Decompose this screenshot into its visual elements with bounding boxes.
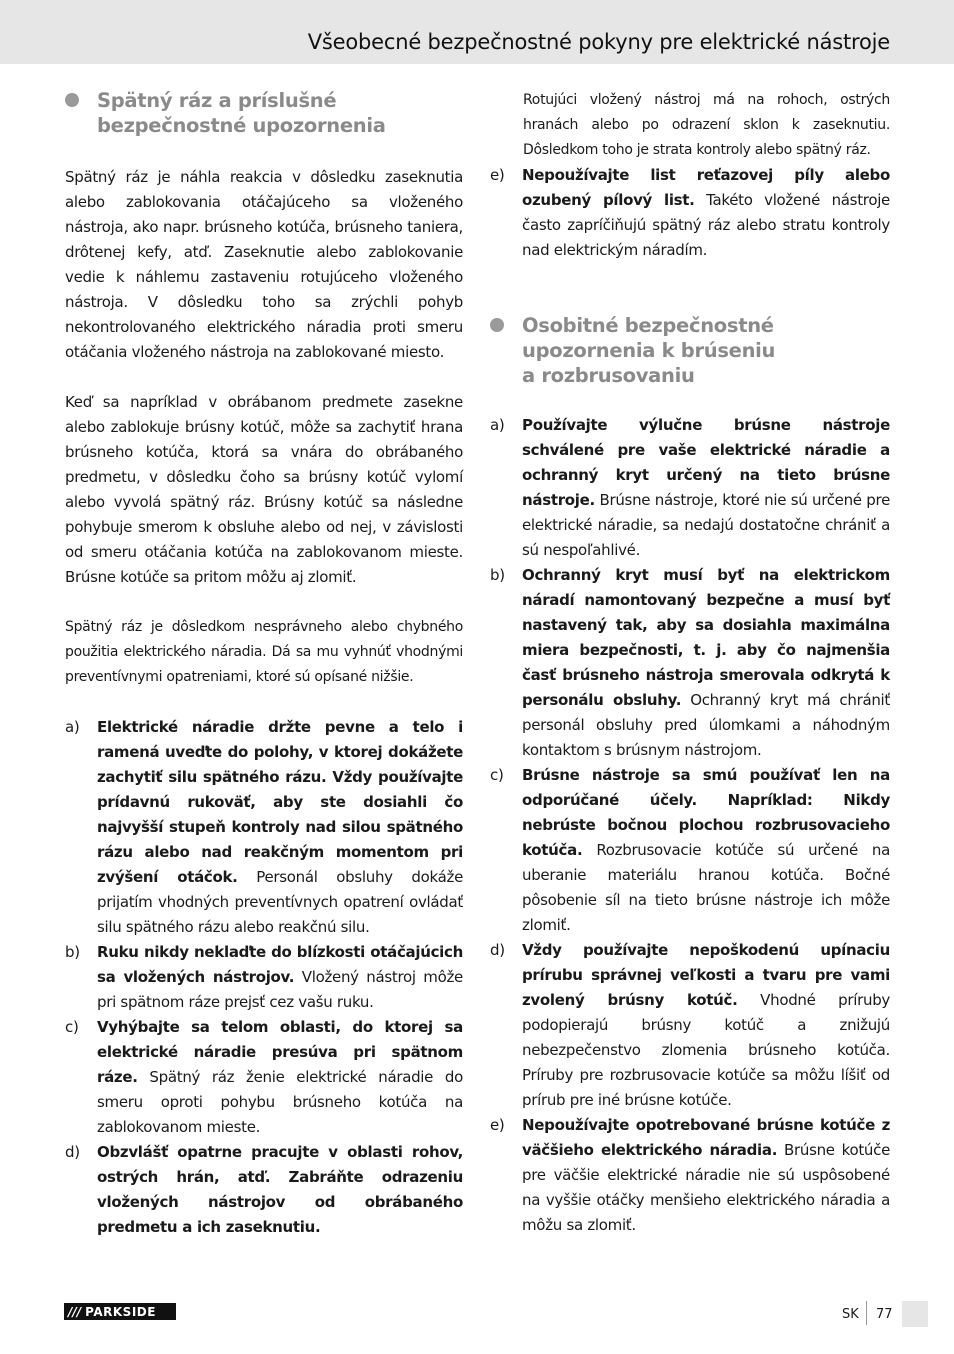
list-item — [65, 940, 463, 1015]
bullet-icon — [65, 93, 79, 107]
list-item — [490, 1113, 890, 1238]
item-letter: e) — [490, 1116, 505, 1134]
item-bold-text: Nepoužívajte list reťazovej píly alebo ozubený pílový list. — [522, 166, 890, 209]
item-text: Vložený nástroj môže pri spätnom ráze prejsť cez vašu ruku. — [97, 968, 463, 1011]
item-bold-text: Elektrické náradie držte pevne a telo i ramená uveďte do polohy, v ktorej dokážete zachytiť silu spätného rázu. Vždy používajte prídavnú rukoväť, aby ste dosiahli čo najvyšší stupeň kontroly nad silou spätného rázu alebo nad reakčným momentom pri zvýšení otáčok. — [97, 718, 463, 886]
item-letter: b) — [490, 566, 505, 584]
paragraph: Spätný ráz je dôsledkom nesprávneho alebo chybného použitia elektrického náradia. Dá sa mu vyhnúť vhodnými preventívnymi opatreniami, ktoré sú opísané nižšie. — [65, 619, 463, 685]
item-bold-text: Vždy používajte nepoškodenú upínaciu prírubu správnej veľkosti a tvaru pre vami zvolený brúsny kotúč. — [522, 941, 890, 1009]
paragraph: Spätný ráz je náhla reakcia v dôsledku zaseknutia alebo zablokovania otáčajúceho sa vloženého nástroja, ako napr. brúsneho kotúča, brúsneho taniera, drôtenej kefy, atď. Zaseknutie alebo zablokovanie vedie k náhlemu zastaveniu rotujúceho vloženého nástroja. V dôsledku toho sa zrýchli pohyb nekontrolovaného elektrického náradia proti smeru otáčania vloženého nástroja na zablokované miesto. — [65, 168, 463, 361]
item-bold-text: Ochranný kryt musí byť na elektrickom náradí namontovaný bezpečne a musí byť nastavený tak, aby sa dosiahla maximálna miera bezpečnosti, t. j. aby čo najmenšia časť brúsneho nástroja smerovala odkrytá k personálu obsluhy. — [522, 566, 890, 709]
item-letter: a) — [65, 718, 80, 736]
paragraph: Keď sa napríklad v obrábanom predmete zasekne alebo zablokuje brúsny kotúč, môže sa zachytiť hrana brúsneho kotúča, ktorá sa vnára do obrábaného predmetu, v dôsledku čoho sa brúsny kotúč vylomí alebo vyvolá spätný ráz. Brúsny kotúč sa následne pohybuje smerom k obsluhe alebo od nej, v závislosti od smeru otáčania kotúča na zablokovanom mieste. Brúsne kotúče sa pritom môžu aj zlomiť. — [65, 393, 463, 586]
bullet-icon — [490, 318, 504, 332]
item-letter: c) — [65, 1018, 79, 1036]
item-letter: c) — [490, 766, 504, 784]
list-item — [65, 1140, 463, 1240]
item-text: Rozbrusovacie kotúče sú určené na uberanie materiálu hranou kotúča. Bočné pôsobenie síl na tieto brúsne nástroje ich môže zlomiť. — [522, 841, 890, 934]
item-bold-text: Nepoužívajte opotrebované brúsne kotúče z väčšieho elektrického náradia. — [522, 1116, 890, 1159]
parkside-logo — [64, 1303, 176, 1320]
page-corner-box — [902, 1301, 928, 1327]
language-code: SK — [842, 1307, 859, 1322]
continuation-text: Rotujúci vložený nástroj má na rohoch, ostrých hranách alebo po odrazení sklon k zaseknutiu. Dôsledkom toho je strata kontroly alebo spätný ráz. — [523, 92, 890, 158]
logo-text: PARKSIDE — [85, 1304, 156, 1319]
item-letter: a) — [490, 416, 505, 434]
list-item — [490, 763, 890, 938]
right-column — [490, 88, 890, 1238]
heading-text: Spätný ráz a príslušné bezpečnostné upozornenia — [97, 89, 386, 137]
item-letter: b) — [65, 943, 80, 961]
left-column — [65, 88, 463, 1240]
page-number: 77 — [876, 1307, 893, 1322]
item-text: Personál obsluhy dokáže prijatím vhodných preventívnych opatrení ovládať silu spätného rázu alebo reakčnú silu. — [97, 868, 464, 936]
item-letter: d) — [490, 941, 505, 959]
item-bold-text: Vyhýbajte sa telom oblasti, do ktorej sa elektrické náradie presúva pri spätnom ráze. — [97, 1018, 463, 1086]
item-text: Brúsne kotúče pre väčšie elektrické náradie nie sú uspôsobené na vyššie otáčky menšieho elektrického náradia a môžu sa zlomiť. — [522, 1141, 891, 1234]
item-text: Takéto vložené nástroje často zapríčiňujú spätný ráz alebo stratu kontroly nad elektrickým náradím. — [522, 191, 890, 259]
logo-slashes: /// — [68, 1304, 82, 1319]
list-item — [65, 715, 463, 940]
list-item — [490, 563, 890, 763]
item-bold-text: Ruku nikdy neklaďte do blízkosti otáčajúcich sa vložených nástrojov. — [97, 943, 463, 986]
header-title: Všeobecné bezpečnostné pokyny pre elektrické nástroje — [307, 30, 890, 54]
item-bold-text: Brúsne nástroje sa smú používať len na odporúčané účely. Napríklad: Nikdy nebrúste bočnou plochou rozbrusovacieho kotúča. — [522, 766, 890, 859]
item-bold-text: Obzvlášť opatrne pracujte v oblasti rohov, ostrých hrán, atď. Zabráňte odrazeniu vložených nástrojov od obrábaného predmetu a ich zaseknutiu. — [97, 1143, 463, 1236]
item-text: Vhodné príruby podopierajú brúsny kotúč a znižujú nebezpečenstvo zlomenia brúsneho kotúča. Príruby pre rozbrusovacie kotúče sa môžu líšiť od prírub pre iné brúsne kotúče. — [522, 991, 891, 1109]
heading-text: Osobitné bezpečnostné upozornenia k brúseniu a rozbrusovaniu — [522, 314, 776, 387]
item-text: Ochranný kryt má chrániť personál obsluhy pred úlomkami a náhodným kontaktom s brúsnym nástrojom. — [522, 691, 890, 759]
list-item — [490, 163, 890, 263]
item-text: Brúsne nástroje, ktoré nie sú určené pre elektrické náradie, sa nedajú dostatočne chrániť a sú nespoľahlivé. — [522, 491, 890, 559]
section-heading-grinding — [490, 313, 890, 388]
list-item — [65, 1015, 463, 1140]
list-item — [490, 938, 890, 1113]
section-heading-kickback — [65, 88, 463, 138]
item-letter: e) — [490, 166, 505, 184]
item-text: Spätný ráz ženie elektrické náradie do smeru oproti pohybu brúsneho kotúča na zablokovanom mieste. — [97, 1068, 463, 1136]
page-header — [0, 0, 954, 64]
list-item — [490, 413, 890, 563]
footer-divider — [866, 1301, 867, 1325]
item-bold-text: Používajte výlučne brúsne nástroje schválené pre vaše elektrické náradie a ochranný kryt určený na tieto brúsne nástroje. — [522, 416, 890, 509]
item-letter: d) — [65, 1143, 80, 1161]
